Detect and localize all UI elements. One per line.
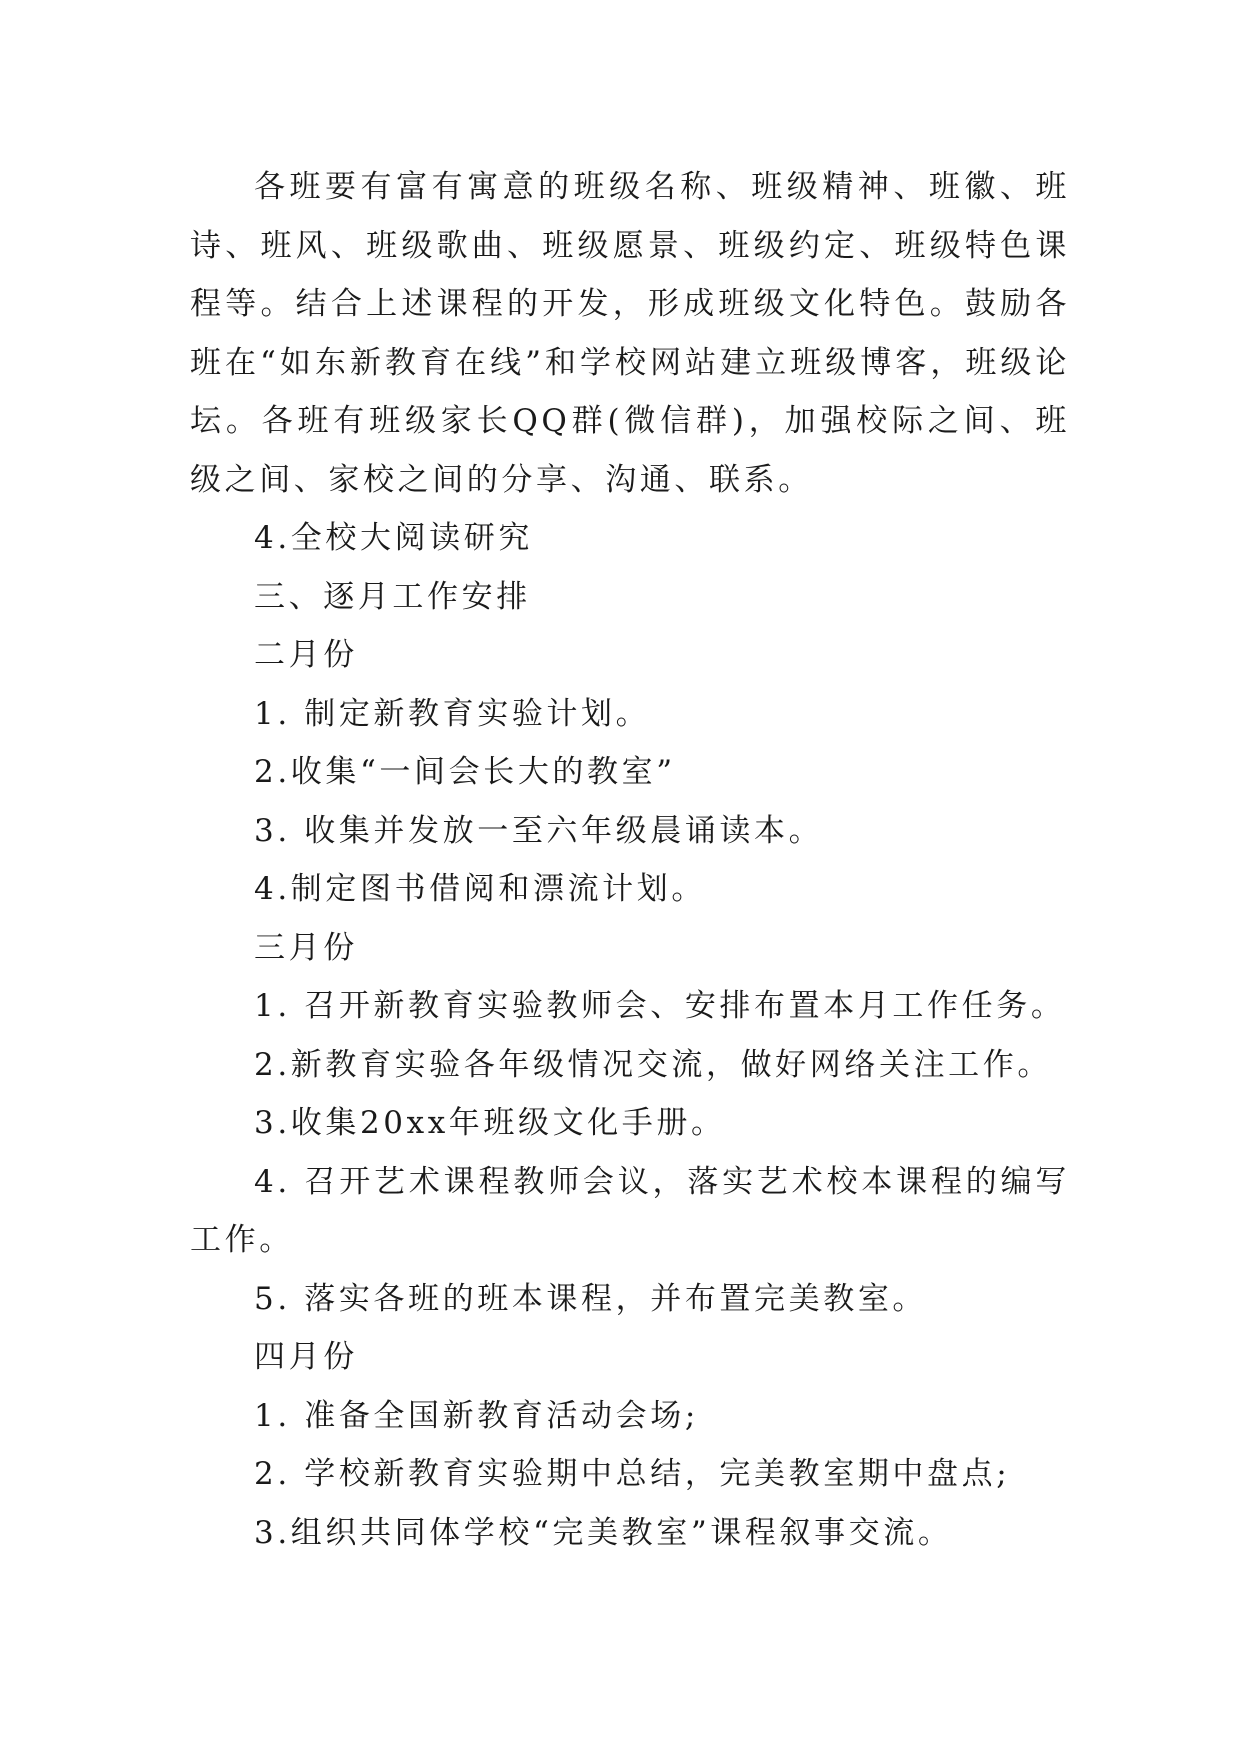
intro-paragraph: 各班要有富有寓意的班级名称、班级精神、班徽、班诗、班风、班级歌曲、班级愿景、班级约定、班级特色课程等。结合上述课程的开发，形成班级文化特色。鼓励各班在“如东新教育在线”和学校网站建立班级博客，班级论坛。各班有班级家长QQ群(微信群)，加强校际之间、班级之间、家校之间的分享、沟通、联系。 — [190, 169, 1070, 498]
march-item-2: 2.新教育实验各年级情况交流，做好网络关注工作。 — [254, 1046, 1052, 1083]
april-item-1: 1. 准备全国新教育活动会场; — [254, 1397, 699, 1434]
february-heading: 二月份 — [254, 637, 358, 673]
april-item-2: 2. 学校新教育实验期中总结，完美教室期中盘点; — [254, 1456, 1011, 1492]
monthly-section-heading: 三、逐月工作安排 — [254, 578, 531, 615]
march-item-1: 1. 召开新教育实验教师会、安排布置本月工作任务。 — [254, 988, 1066, 1024]
february-item-3: 3. 收集并发放一至六年级晨诵读本。 — [254, 812, 824, 849]
february-item-1: 1. 制定新教育实验计划。 — [254, 695, 651, 732]
february-item-2: 2.收集“一间会长大的教室” — [254, 754, 676, 790]
march-item-3: 3.收集20xx年班级文化手册。 — [254, 1105, 726, 1141]
march-heading: 三月份 — [254, 929, 358, 966]
april-item-3: 3.组织共同体学校“完美教室”课程叙事交流。 — [254, 1514, 953, 1551]
march-item-5: 5. 落实各班的班本课程，并布置完美教室。 — [254, 1280, 928, 1317]
document-body — [190, 158, 1070, 1562]
february-item-4: 4.制定图书借阅和漂流计划。 — [254, 871, 706, 907]
reading-research-item: 4.全校大阅读研究 — [254, 520, 533, 556]
april-heading: 四月份 — [254, 1339, 358, 1375]
march-item-4: 4. 召开艺术课程教师会议，落实艺术校本课程的编写工作。 — [190, 1163, 1070, 1258]
